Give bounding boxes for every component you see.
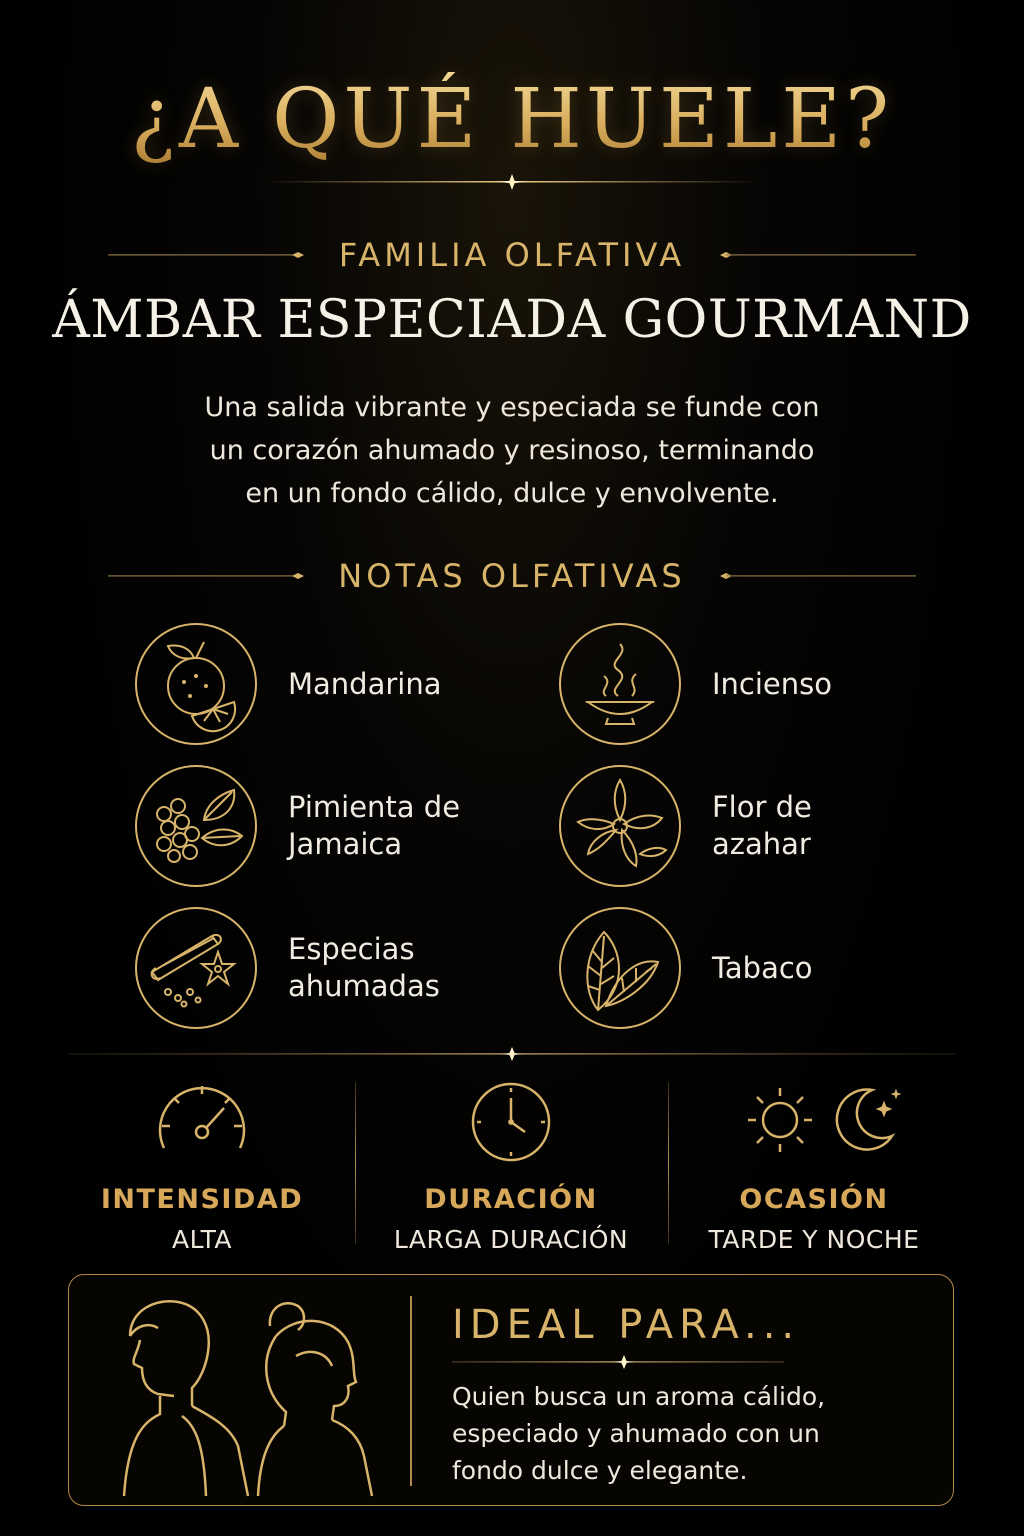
stat-value: ALTA <box>171 1225 233 1254</box>
ideal-title: IDEAL PARA... <box>452 1302 801 1348</box>
spices-icon <box>134 906 258 1030</box>
stat-name: OCASIÓN <box>739 1184 889 1215</box>
ideal-line: fondo dulce y elegante. <box>452 1456 748 1485</box>
note-label: Pimienta de Jamaica <box>288 790 461 861</box>
orange-blossom-icon <box>558 764 682 888</box>
allspice-icon <box>134 764 258 888</box>
note-label: Mandarina <box>288 666 442 701</box>
mandarin-icon <box>134 622 258 746</box>
description-line: Una salida vibrante y especiada se funde con <box>204 392 820 423</box>
note-label: Especias ahumadas <box>288 932 440 1003</box>
sun-moon-icon <box>724 1076 904 1166</box>
stat-value: LARGA DURACIÓN <box>393 1225 629 1254</box>
ideal-separator <box>410 1296 412 1486</box>
right-ornament-rule <box>716 566 916 586</box>
couple-silhouette-icon <box>120 1296 380 1506</box>
ideal-line: especiado y ahumado con un <box>452 1419 820 1448</box>
note-label: Tabaco <box>712 950 813 985</box>
stat-separator <box>355 1082 356 1244</box>
stat-name: INTENSIDAD <box>100 1184 304 1215</box>
ideal-description <box>452 1378 922 1489</box>
clock-icon <box>461 1076 561 1166</box>
notes-heading: NOTAS OLFATIVAS <box>338 557 686 595</box>
family-heading: FAMILIA OLFATIVA <box>338 236 686 274</box>
stat-name: DURACIÓN <box>424 1184 598 1215</box>
right-ornament-rule <box>716 245 916 265</box>
stat-value: TARDE Y NOCHE <box>708 1225 920 1254</box>
description-line: un corazón ahumado y resinoso, terminando <box>209 435 815 466</box>
family-description <box>160 386 864 515</box>
gauge-icon <box>152 1076 252 1166</box>
page-title: ¿A QUÉ HUELE? <box>0 72 1024 167</box>
stat-intensidad <box>52 1076 352 1254</box>
description-line: en un fondo cálido, dulce y envolvente. <box>245 478 779 509</box>
ideal-line: Quien busca un aroma cálido, <box>452 1382 826 1411</box>
sparkle-divider-icon <box>262 172 762 192</box>
tobacco-leaf-icon <box>558 906 682 1030</box>
stat-ocasion <box>664 1076 964 1254</box>
section-divider <box>68 1044 956 1064</box>
stat-duracion <box>361 1076 661 1254</box>
sparkle-divider-icon <box>452 1352 784 1372</box>
note-label: Flor de azahar <box>712 790 812 861</box>
family-name: ÁMBAR ESPECIADA GOURMAND <box>52 290 972 350</box>
note-label: Incienso <box>712 666 833 701</box>
incense-icon <box>558 622 682 746</box>
